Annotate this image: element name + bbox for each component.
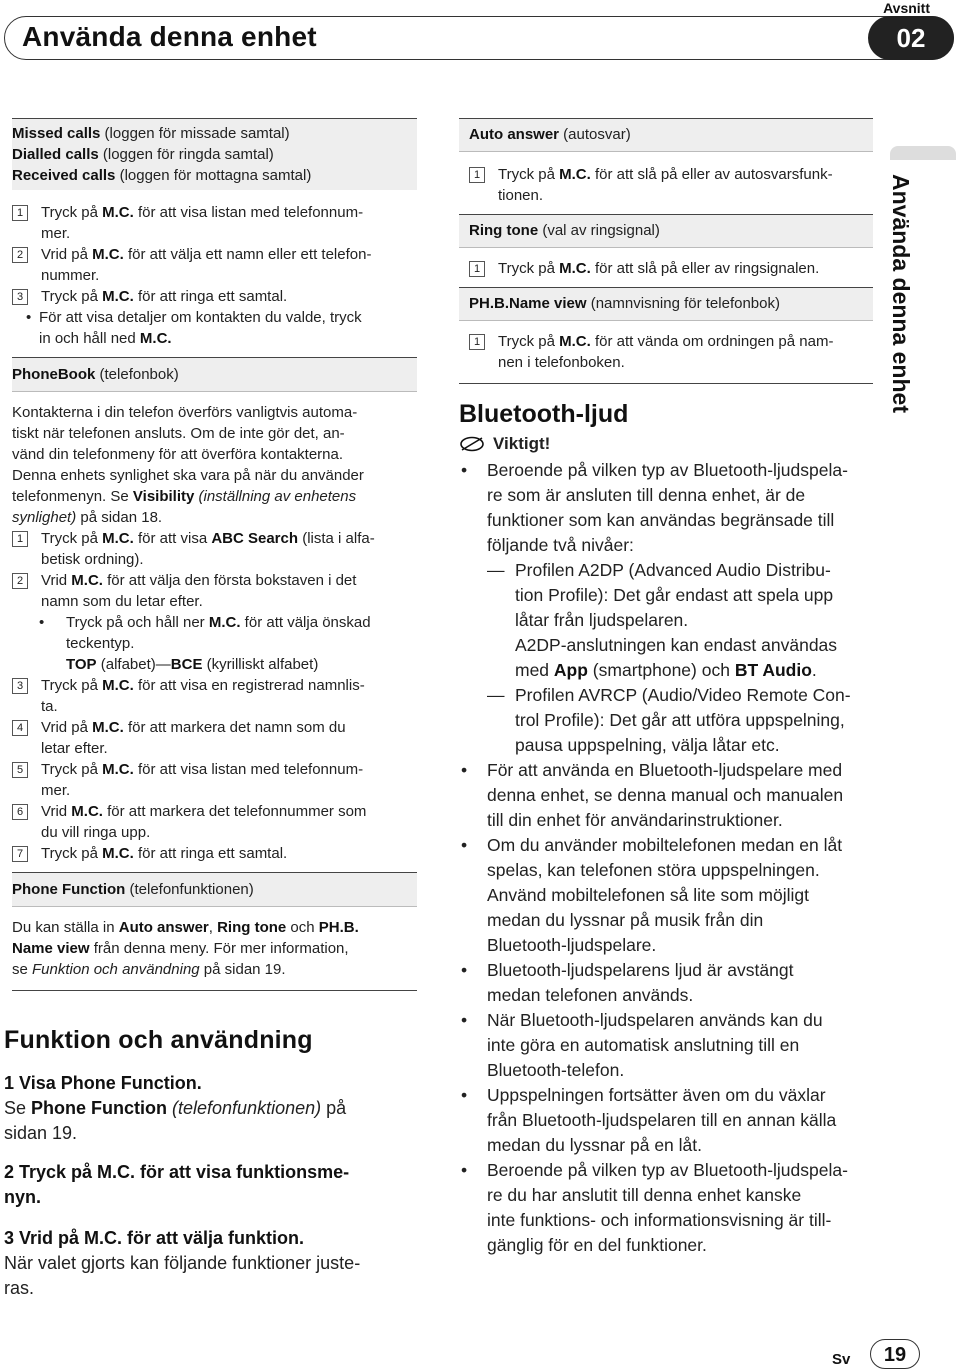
phone-function-body: Du kan ställa in Auto answer, Ring tone och PH.B. Name view från denna meny. För mer information, se Funktion och användning på sidan 19. bbox=[12, 919, 359, 978]
bullet-item: • Beroende på vilken typ av Bluetooth-ljudspela- re du har anslutit till denna enhet kanske inte funktions- och informationsvisning är till- gänglig för en del funktioner. bbox=[461, 1160, 848, 1255]
step-item: 2 Vrid på M.C. för att välja ett namn eller ett telefon- nummer. bbox=[12, 244, 417, 286]
left-column bbox=[12, 118, 417, 991]
bluetooth-section bbox=[459, 400, 873, 1258]
step-number: 3 bbox=[12, 289, 28, 305]
bullet-item: • När Bluetooth-ljudspelaren används kan du inte göra en automatisk anslutning till en Bluetooth-telefon. bbox=[461, 1010, 823, 1080]
calls-line: Received calls (loggen för mottagna samtal) bbox=[12, 167, 312, 184]
avsnitt-label: Avsnitt bbox=[883, 0, 930, 16]
calls-line: Missed calls (loggen för missade samtal) bbox=[12, 125, 290, 142]
step-item: 6 Vrid M.C. för att markera det telefonnummer som du vill ringa upp. bbox=[12, 801, 417, 843]
step-number: 2 bbox=[12, 573, 28, 589]
step-item: 7 Tryck på M.C. för att ringa ett samtal. bbox=[12, 843, 417, 864]
calls-line: Dialled calls (loggen för ringda samtal) bbox=[12, 146, 274, 163]
right-column bbox=[459, 118, 873, 1258]
step-number: 4 bbox=[12, 720, 28, 736]
phone-function-header: Phone Function (telefonfunktionen) bbox=[12, 872, 417, 907]
step-heading: 3 Vrid på M.C. för att välja funktion. bbox=[4, 1228, 305, 1248]
bullet-item: • Om du använder mobiltelefonen medan en låt spelas, kan telefonen störa uppspelningen. Använd mobiltelefonen så lite som möjligt medan du lyssnar på musik från din Bluetooth-ljudspelare. bbox=[461, 835, 843, 955]
important-note: Viktigt! bbox=[459, 433, 873, 454]
phonebook-body: Kontakterna i din telefon överförs vanligtvis automa- tiskt när telefonen ansluts. Om de inte gör det, an- vänd din telefonmeny för att överföra kontakterna. Denna enhets synlighet ska vara på när du använder telefonmenyn. Se Visibility (inställning av enhetens synlighet) på sidan 18. 1 Tryck på M.C. för att visa ABC Search (lista i alfa- betisk ordning). 2 Vrid M.C. för att välja den första bokstaven i det namn som du letar efter. • Tryck på och håll ner M.C. för att välja önskad teckentyp. TOP (alfabet)—BCE (kyrilliskt alfabet) 3 Tryck på M.C. för att visa en registrerad namnlis- ta. 4 Vrid på M.C. för att markera det namn som du letar efter. 5 Tryck på M.C. för att visa listan med telefonnum- mer. 6 Vrid M.C. för att markera det telefonnummer som du vill ringa upp. 7 Tryck på M.C. för att ringa ett samtal. bbox=[12, 402, 417, 864]
side-tab bbox=[880, 174, 920, 474]
side-tab-label: Använda denna enhet bbox=[888, 174, 914, 413]
step-item: 4 Vrid på M.C. för att markera det namn som du letar efter. bbox=[12, 717, 417, 759]
bullet-item: • Tryck på och håll ner M.C. för att välja önskad teckentyp. bbox=[39, 614, 371, 652]
step-item: 1 Tryck på M.C. för att slå på eller av ringsignalen. bbox=[459, 258, 873, 279]
step-heading: 1 Visa Phone Function. bbox=[4, 1073, 202, 1093]
bullet-item: • Bluetooth-ljudspelarens ljud är avstängt medan telefonen används. bbox=[461, 960, 794, 1005]
phb-name-view-header: PH.B.Name view (namnvisning för telefonbok) bbox=[459, 287, 873, 321]
step-item: 3 Tryck på M.C. för att visa en registrerad namnlis- ta. bbox=[12, 675, 417, 717]
page-number: 19 bbox=[870, 1339, 920, 1369]
step-item: 1 Tryck på M.C. för att slå på eller av autosvarsfunk- tionen. bbox=[459, 164, 873, 206]
step-number: 1 bbox=[12, 205, 28, 221]
bullet-item: • Beroende på vilken typ av Bluetooth-ljudspela- re som är ansluten till denna enhet, är de funktioner som kan användas begränsade till följande två nivåer: bbox=[461, 460, 848, 555]
funktion-section: Funktion och användning 1 Visa Phone Function. Se Phone Function (telefonfunktionen) på sidan 19. 2 Tryck på M.C. för att visa funktionsme- nyn. 3 Vrid på M.C. för att välja funktion. När valet gjorts kan följande funktioner juste- ras. bbox=[4, 1026, 414, 1313]
step-item: 1 Tryck på M.C. för att visa ABC Search (lista i alfa- betisk ordning). bbox=[12, 528, 417, 570]
step-item: 3 Tryck på M.C. för att ringa ett samtal. bbox=[12, 286, 417, 307]
step-number: 5 bbox=[12, 762, 28, 778]
ring-tone-header: Ring tone (val av ringsignal) bbox=[459, 214, 873, 248]
important-icon bbox=[459, 436, 485, 452]
bullet-item: • För att använda en Bluetooth-ljudspelare med denna enhet, se denna manual och manualen till din enhet för användarinstruktioner. bbox=[461, 760, 844, 830]
step-item: 1 Tryck på M.C. för att visa listan med telefonnum- mer. bbox=[12, 202, 417, 244]
phonebook-header: PhoneBook (telefonbok) bbox=[12, 357, 417, 392]
step-number: 3 bbox=[12, 678, 28, 694]
step-number: 1 bbox=[12, 531, 28, 547]
bullet-item: • För att visa detaljer om kontakten du valde, tryck in och håll ned M.C. bbox=[26, 309, 362, 347]
section-divider bbox=[459, 383, 873, 384]
section-number-badge: 02 bbox=[868, 16, 954, 60]
dash-item: — Profilen A2DP (Advanced Audio Distribu- tion Profile): Det går endast att spela upp låtar från ljudspelaren. A2DP-anslutningen kan endast användas med App (smartphone) och BT Audio. bbox=[487, 560, 838, 680]
bluetooth-notes bbox=[459, 458, 873, 1258]
calls-box-header bbox=[12, 118, 417, 190]
step-item: 1 Tryck på M.C. för att vända om ordningen på nam- nen i telefonboken. bbox=[459, 331, 873, 373]
section-divider bbox=[12, 990, 417, 991]
section-heading: Bluetooth-ljud bbox=[459, 400, 629, 428]
bullet-item: • Uppspelningen fortsätter även om du växlar från Bluetooth-ljudspelaren till en annan källa medan du lyssnar på en låt. bbox=[461, 1085, 837, 1155]
side-tab-marker bbox=[890, 146, 956, 160]
step-number: 7 bbox=[12, 846, 28, 862]
page-title: Använda denna enhet bbox=[22, 21, 317, 52]
step-item: 5 Tryck på M.C. för att visa listan med telefonnum- mer. bbox=[12, 759, 417, 801]
dash-item: — Profilen AVRCP (Audio/Video Remote Con- trol Profile): Det går att utföra uppspelning, pausa uppspelning, välja låtar etc. bbox=[487, 685, 851, 755]
step-item: 2 Vrid M.C. för att välja den första bokstaven i det namn som du letar efter. bbox=[12, 570, 417, 612]
step-number: 6 bbox=[12, 804, 28, 820]
language-code: Sv bbox=[832, 1351, 851, 1368]
auto-answer-header: Auto answer (autosvar) bbox=[459, 118, 873, 152]
section-heading: Funktion och användning bbox=[4, 1026, 313, 1054]
step-heading: 2 Tryck på M.C. för att visa funktionsme- nyn. bbox=[4, 1162, 350, 1207]
calls-steps bbox=[12, 202, 417, 349]
step-number: 2 bbox=[12, 247, 28, 263]
